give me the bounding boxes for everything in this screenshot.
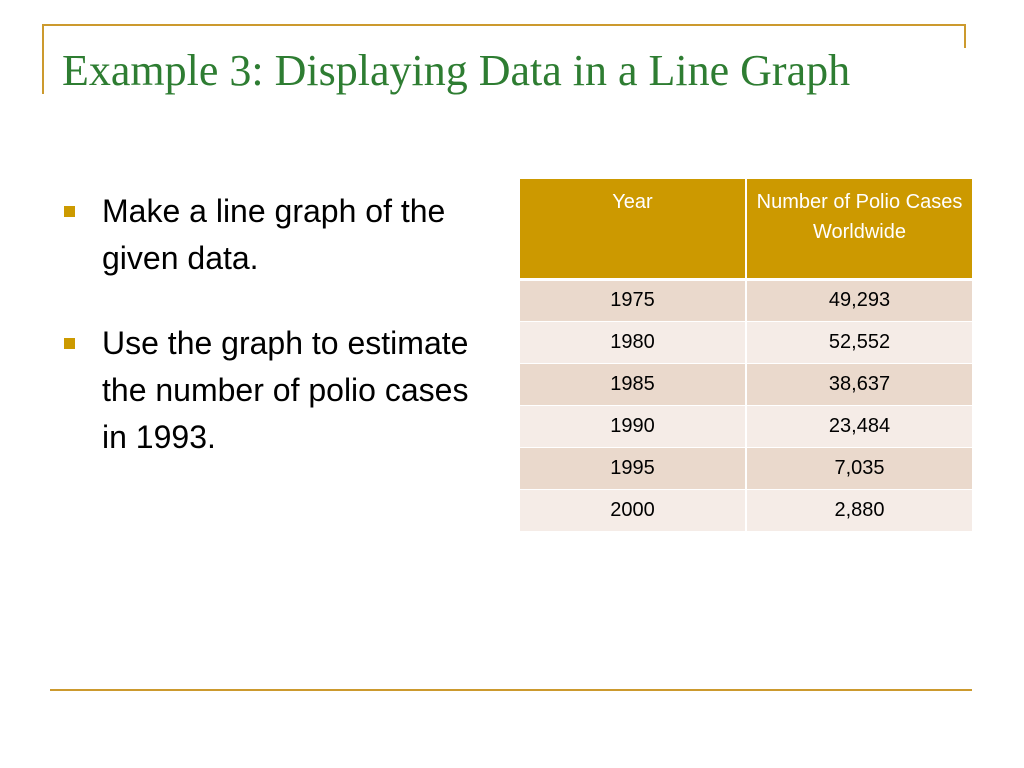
- table-row: [520, 279, 972, 321]
- table-row: [520, 405, 972, 447]
- frame-line-top: [42, 24, 966, 26]
- bullet-item: [62, 188, 482, 282]
- table-cell-cases: 23,484: [746, 405, 972, 447]
- bullet-text: Make a line graph of the given data.: [102, 193, 446, 276]
- polio-data-table: [520, 179, 972, 532]
- table-cell-year: 1990: [520, 405, 746, 447]
- table-cell-cases: 2,880: [746, 489, 972, 531]
- bullet-text: Use the graph to estimate the number of polio cases in 1993.: [102, 325, 469, 455]
- table-row: [520, 363, 972, 405]
- table-cell-year: 1975: [520, 279, 746, 321]
- bullet-item: [62, 320, 482, 461]
- square-bullet-icon: [64, 338, 75, 349]
- table-cell-cases: 38,637: [746, 363, 972, 405]
- square-bullet-icon: [64, 206, 75, 217]
- table-cell-cases: 7,035: [746, 447, 972, 489]
- table-row: [520, 321, 972, 363]
- frame-line-left: [42, 24, 44, 94]
- table-row: [520, 447, 972, 489]
- table-cell-year: 1995: [520, 447, 746, 489]
- table-cell-year: 1985: [520, 363, 746, 405]
- table-cell-year: 2000: [520, 489, 746, 531]
- table-header-year: Year: [520, 179, 746, 279]
- table-cell-cases: 49,293: [746, 279, 972, 321]
- table-header-cases: Number of Polio Cases Worldwide: [746, 179, 972, 279]
- table-header-row: [520, 179, 972, 279]
- frame-line-right: [964, 24, 966, 48]
- table-cell-cases: 52,552: [746, 321, 972, 363]
- frame-line-bottom: [50, 689, 972, 691]
- table-row: [520, 489, 972, 531]
- table-cell-year: 1980: [520, 321, 746, 363]
- slide-title: Example 3: Displaying Data in a Line Graph: [62, 46, 851, 95]
- bullet-list: [62, 188, 482, 499]
